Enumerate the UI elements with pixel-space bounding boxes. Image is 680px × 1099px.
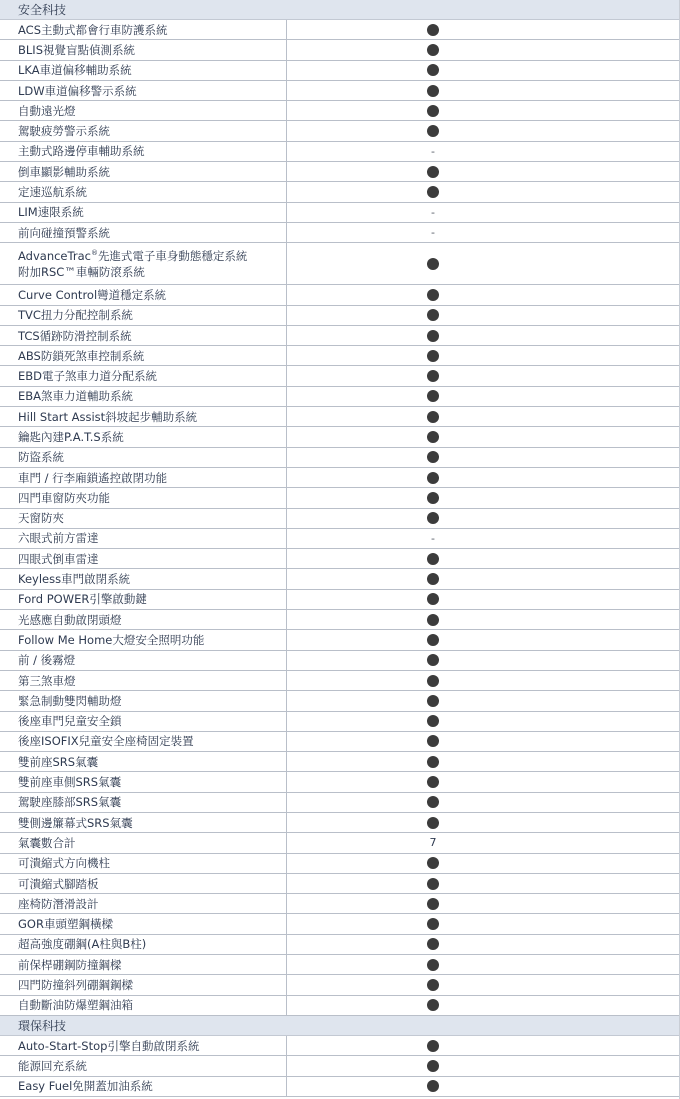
feature-label: ABS防鎖死煞車控制系統 <box>0 346 287 365</box>
filled-circle-icon <box>427 105 439 117</box>
equipped-dot-icon <box>287 732 679 751</box>
filled-circle-icon <box>427 166 439 178</box>
table-row <box>0 833 679 853</box>
equipped-dot-icon <box>287 549 679 568</box>
filled-circle-icon <box>427 878 439 890</box>
section-header: 安全科技 <box>0 0 679 20</box>
filled-circle-icon <box>427 512 439 524</box>
table-row <box>0 243 679 285</box>
equipped-dot-icon <box>287 468 679 487</box>
equipped-dot-icon <box>287 935 679 954</box>
feature-label: 可潰縮式腳踏板 <box>0 874 287 893</box>
equipped-dot-icon <box>287 894 679 913</box>
feature-label: 天窗防夾 <box>0 509 287 528</box>
equipped-dot-icon <box>287 20 679 39</box>
equipped-dot-icon <box>287 793 679 812</box>
equipped-dot-icon <box>287 346 679 365</box>
table-row <box>0 40 679 60</box>
filled-circle-icon <box>427 186 439 198</box>
equipped-dot-icon <box>287 366 679 385</box>
feature-label: 駕駛座膝部SRS氣囊 <box>0 793 287 812</box>
filled-circle-icon <box>427 898 439 910</box>
feature-label: 雙前座SRS氣囊 <box>0 752 287 771</box>
dash-value: - <box>431 144 435 158</box>
feature-label: 氣囊數合計 <box>0 833 287 852</box>
equipped-dot-icon <box>287 285 679 304</box>
feature-label: 自動斷油防爆塑鋼油箱 <box>0 996 287 1015</box>
section-header: 環保科技 <box>0 1016 679 1036</box>
equipped-dot-icon <box>287 712 679 731</box>
table-row <box>0 874 679 894</box>
equipped-dot-icon <box>287 40 679 59</box>
equipped-dot-icon <box>287 590 679 609</box>
feature-label: Ford POWER引擎啟動鍵 <box>0 590 287 609</box>
not-equipped-dash <box>287 203 679 222</box>
table-row <box>0 1056 679 1076</box>
equipped-dot-icon <box>287 630 679 649</box>
table-row <box>0 610 679 630</box>
filled-circle-icon <box>427 756 439 768</box>
feature-label: 第三煞車燈 <box>0 671 287 690</box>
feature-label: 前 / 後霧燈 <box>0 651 287 670</box>
filled-circle-icon <box>427 959 439 971</box>
feature-label: 後座ISOFIX兒童安全座椅固定裝置 <box>0 732 287 751</box>
equipped-dot-icon <box>287 326 679 345</box>
equipped-dot-icon <box>287 610 679 629</box>
equipped-dot-icon <box>287 427 679 446</box>
dash-value: - <box>431 205 435 219</box>
feature-label: 雙側邊簾幕式SRS氣囊 <box>0 813 287 832</box>
feature-label: Auto-Start-Stop引擎自動啟閉系統 <box>0 1036 287 1055</box>
feature-label: 緊急制動雙閃輔助燈 <box>0 691 287 710</box>
table-row <box>0 772 679 792</box>
filled-circle-icon <box>427 1060 439 1072</box>
feature-label: 前向碰撞預警系統 <box>0 223 287 242</box>
filled-circle-icon <box>427 350 439 362</box>
table-row <box>0 326 679 346</box>
filled-circle-icon <box>427 715 439 727</box>
equipped-dot-icon <box>287 182 679 201</box>
equipped-dot-icon <box>287 772 679 791</box>
table-row <box>0 162 679 182</box>
feature-label: Easy Fuel免開蓋加油系統 <box>0 1077 287 1096</box>
table-row <box>0 448 679 468</box>
filled-circle-icon <box>427 309 439 321</box>
table-row <box>0 691 679 711</box>
filled-circle-icon <box>427 938 439 950</box>
equipped-dot-icon <box>287 488 679 507</box>
equipped-dot-icon <box>287 874 679 893</box>
table-row <box>0 1036 679 1056</box>
count-value <box>287 833 679 852</box>
filled-circle-icon <box>427 472 439 484</box>
table-row <box>0 752 679 772</box>
table-row <box>0 509 679 529</box>
equipped-dot-icon <box>287 955 679 974</box>
table-row <box>0 223 679 243</box>
feature-label: 雙前座車側SRS氣囊 <box>0 772 287 791</box>
equipped-dot-icon <box>287 914 679 933</box>
equipped-dot-icon <box>287 752 679 771</box>
equipped-dot-icon <box>287 407 679 426</box>
feature-label: LIM速限系統 <box>0 203 287 222</box>
table-row <box>0 61 679 81</box>
feature-label: LDW車道偏移警示系統 <box>0 81 287 100</box>
feature-label: TCS循跡防滑控制系統 <box>0 326 287 345</box>
filled-circle-icon <box>427 431 439 443</box>
feature-label: 倒車顯影輔助系統 <box>0 162 287 181</box>
filled-circle-icon <box>427 675 439 687</box>
equipped-dot-icon <box>287 101 679 120</box>
filled-circle-icon <box>427 979 439 991</box>
table-row <box>0 306 679 326</box>
feature-label: 定速巡航系統 <box>0 182 287 201</box>
feature-label: 能源回充系統 <box>0 1056 287 1075</box>
feature-label: EBD電子煞車力道分配系統 <box>0 366 287 385</box>
feature-label: EBA煞車力道輔助系統 <box>0 387 287 406</box>
equipped-dot-icon <box>287 162 679 181</box>
count-text: 7 <box>429 836 437 850</box>
equipped-dot-icon <box>287 671 679 690</box>
not-equipped-dash <box>287 223 679 242</box>
feature-label: AdvanceTrac®先進式電子車身動態穩定系統 附加RSC™車輛防滾系統 <box>0 243 287 284</box>
filled-circle-icon <box>427 695 439 707</box>
feature-label: 超高強度硼鋼(A柱與B柱) <box>0 935 287 954</box>
table-row <box>0 1077 679 1097</box>
table-row <box>0 182 679 202</box>
equipped-dot-icon <box>287 509 679 528</box>
feature-label: 鑰匙內建P.A.T.S系統 <box>0 427 287 446</box>
table-row <box>0 285 679 305</box>
table-row <box>0 142 679 162</box>
table-row <box>0 935 679 955</box>
table-row <box>0 366 679 386</box>
filled-circle-icon <box>427 857 439 869</box>
filled-circle-icon <box>427 24 439 36</box>
filled-circle-icon <box>427 999 439 1011</box>
table-row <box>0 549 679 569</box>
feature-label: 光感應自動啟閉頭燈 <box>0 610 287 629</box>
equipped-dot-icon <box>287 813 679 832</box>
feature-label: 四門防撞斜列硼鋼鋼樑 <box>0 975 287 994</box>
table-row <box>0 975 679 995</box>
table-row <box>0 101 679 121</box>
table-row <box>0 793 679 813</box>
table-row <box>0 121 679 141</box>
feature-label: 車門 / 行李廂鎖遙控啟閉功能 <box>0 468 287 487</box>
table-row <box>0 732 679 752</box>
filled-circle-icon <box>427 411 439 423</box>
table-row <box>0 854 679 874</box>
feature-label: LKA車道偏移輔助系統 <box>0 61 287 80</box>
table-row <box>0 813 679 833</box>
table-row <box>0 996 679 1016</box>
table-row <box>0 488 679 508</box>
equipped-dot-icon <box>287 1036 679 1055</box>
table-row <box>0 20 679 40</box>
feature-label: 四眼式倒車雷達 <box>0 549 287 568</box>
equipped-dot-icon <box>287 691 679 710</box>
equipped-dot-icon <box>287 306 679 325</box>
feature-label: 座椅防潛滑設計 <box>0 894 287 913</box>
feature-label: Follow Me Home大燈安全照明功能 <box>0 630 287 649</box>
table-row <box>0 955 679 975</box>
equipped-dot-icon <box>287 569 679 588</box>
feature-label: Keyless車門啟閉系統 <box>0 569 287 588</box>
not-equipped-dash <box>287 142 679 161</box>
filled-circle-icon <box>427 370 439 382</box>
filled-circle-icon <box>427 125 439 137</box>
filled-circle-icon <box>427 85 439 97</box>
filled-circle-icon <box>427 573 439 585</box>
filled-circle-icon <box>427 44 439 56</box>
feature-label: 駕駛疲勞警示系統 <box>0 121 287 140</box>
feature-label: 自動遠光燈 <box>0 101 287 120</box>
feature-label: 防盜系統 <box>0 448 287 467</box>
table-row <box>0 671 679 691</box>
filled-circle-icon <box>427 553 439 565</box>
filled-circle-icon <box>427 330 439 342</box>
filled-circle-icon <box>427 593 439 605</box>
feature-label: Hill Start Assist斜坡起步輔助系統 <box>0 407 287 426</box>
table-row <box>0 427 679 447</box>
equipped-dot-icon <box>287 1077 679 1096</box>
filled-circle-icon <box>427 735 439 747</box>
feature-label: TVC扭力分配控制系統 <box>0 306 287 325</box>
feature-label: 可潰縮式方向機柱 <box>0 854 287 873</box>
feature-label: 後座車門兒童安全鎖 <box>0 712 287 731</box>
feature-label: 主動式路邊停車輔助系統 <box>0 142 287 161</box>
dash-value: - <box>431 226 435 240</box>
table-row <box>0 387 679 407</box>
table-row <box>0 651 679 671</box>
feature-label: 前保桿硼鋼防撞鋼樑 <box>0 955 287 974</box>
table-row <box>0 914 679 934</box>
feature-label: ACS主動式都會行車防護系統 <box>0 20 287 39</box>
filled-circle-icon <box>427 390 439 402</box>
equipped-dot-icon <box>287 854 679 873</box>
equipped-dot-icon <box>287 243 679 284</box>
feature-label: 六眼式前方雷達 <box>0 529 287 548</box>
table-row <box>0 468 679 488</box>
table-row <box>0 81 679 101</box>
filled-circle-icon <box>427 492 439 504</box>
filled-circle-icon <box>427 1040 439 1052</box>
filled-circle-icon <box>427 258 439 270</box>
filled-circle-icon <box>427 634 439 646</box>
table-row <box>0 407 679 427</box>
table-row <box>0 529 679 549</box>
filled-circle-icon <box>427 817 439 829</box>
not-equipped-dash <box>287 529 679 548</box>
equipped-dot-icon <box>287 1056 679 1075</box>
table-row <box>0 590 679 610</box>
filled-circle-icon <box>427 1080 439 1092</box>
equipped-dot-icon <box>287 121 679 140</box>
feature-label: BLIS視覺盲點偵測系統 <box>0 40 287 59</box>
equipped-dot-icon <box>287 387 679 406</box>
filled-circle-icon <box>427 796 439 808</box>
equipped-dot-icon <box>287 81 679 100</box>
filled-circle-icon <box>427 654 439 666</box>
equipped-dot-icon <box>287 975 679 994</box>
filled-circle-icon <box>427 776 439 788</box>
equipped-dot-icon <box>287 61 679 80</box>
table-row <box>0 569 679 589</box>
feature-label: 四門車窗防夾功能 <box>0 488 287 507</box>
equipped-dot-icon <box>287 996 679 1015</box>
table-row <box>0 712 679 732</box>
equipped-dot-icon <box>287 651 679 670</box>
filled-circle-icon <box>427 918 439 930</box>
feature-label: GOR車頭塑鋼橫樑 <box>0 914 287 933</box>
table-row <box>0 630 679 650</box>
filled-circle-icon <box>427 64 439 76</box>
dash-value: - <box>431 531 435 545</box>
filled-circle-icon <box>427 451 439 463</box>
equipped-dot-icon <box>287 448 679 467</box>
filled-circle-icon <box>427 289 439 301</box>
table-row <box>0 346 679 366</box>
table-row <box>0 203 679 223</box>
table-row <box>0 894 679 914</box>
filled-circle-icon <box>427 614 439 626</box>
feature-label: Curve Control彎道穩定系統 <box>0 285 287 304</box>
